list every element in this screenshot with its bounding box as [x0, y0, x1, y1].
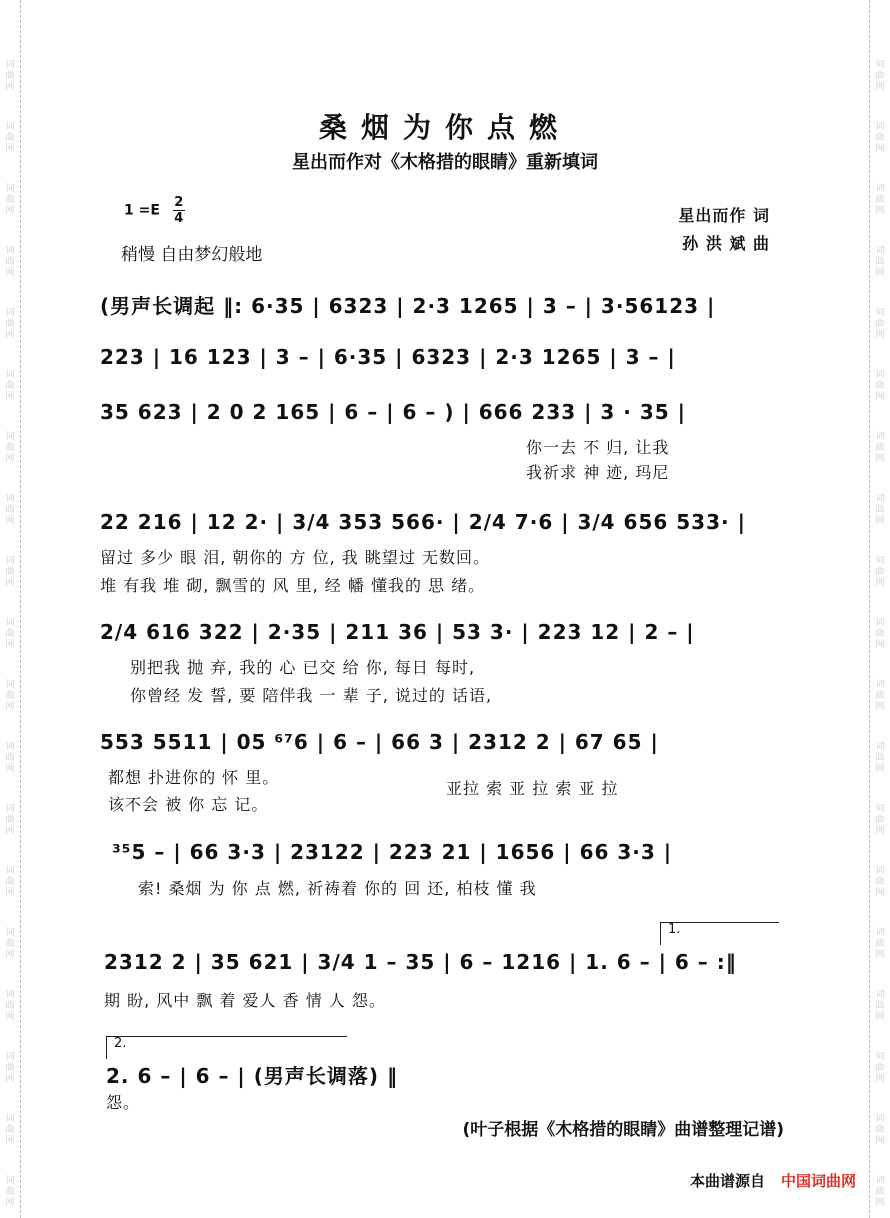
watermark-text: 词 曲 网	[5, 494, 15, 526]
watermark-text: 词 曲 网	[5, 1114, 15, 1146]
watermark-text: 词 曲 网	[875, 742, 885, 774]
watermark-text: 词 曲 网	[5, 1176, 15, 1208]
score-line: (男声长调起 ‖: 6·35 | 6323 | 2·3 1265 | 3 – | 3·56123 |	[100, 294, 716, 318]
watermark-text: 词 曲 网	[5, 680, 15, 712]
watermark-text: 词 曲 网	[875, 370, 885, 402]
watermark-text: 词 曲 网	[875, 122, 885, 154]
watermark-text: 词 曲 网	[5, 308, 15, 340]
score-line: 35 623 | 2 0 2 165 | 6 – | 6 – ) | 666 233 | 3 · 35 |	[100, 400, 686, 424]
key-signature	[124, 196, 185, 225]
lyricist-credit: 星出而作 词	[678, 206, 770, 225]
watermark-text: 词 曲 网	[875, 556, 885, 588]
lyric-line: 堆 有我 堆 砌, 飘雪的 风 里, 经 幡 懂我的 思 绪。	[100, 576, 486, 595]
lyric-line: 留过 多少 眼 泪, 朝你的 方 位, 我 眺望过 无数回。	[100, 548, 490, 567]
watermark-text: 词 曲 网	[5, 866, 15, 898]
watermark-text: 词 曲 网	[875, 1052, 885, 1084]
watermark-text: 词 曲 网	[875, 246, 885, 278]
watermark-text: 词 曲 网	[5, 432, 15, 464]
watermark-text: 词 曲 网	[875, 618, 885, 650]
song-subtitle: 星出而作对《木格措的眼睛》重新填词	[292, 152, 598, 173]
watermark-text: 词 曲 网	[5, 370, 15, 402]
watermark-text: 词 曲 网	[5, 1052, 15, 1084]
key-label: 1 =E	[124, 202, 160, 219]
lyric-line: 别把我 抛 弃, 我的 心 已交 给 你, 每日 每时,	[130, 658, 476, 677]
watermark-text: 词 曲 网	[875, 928, 885, 960]
score-line: ³⁵5 – | 66 3·3 | 23122 | 223 21 | 1656 | 66 3·3 |	[112, 840, 673, 864]
watermark-text: 词 曲 网	[5, 804, 15, 836]
watermark-text: 词 曲 网	[875, 804, 885, 836]
lyric-line: 怨。	[106, 1093, 141, 1112]
watermark-text: 词 曲 网	[875, 494, 885, 526]
watermark-text: 词 曲 网	[875, 184, 885, 216]
tempo-marking: 稍慢 自由梦幻般地	[121, 245, 263, 265]
watermark-text: 词 曲 网	[875, 1176, 885, 1208]
watermark-text: 词 曲 网	[875, 308, 885, 340]
score-line: 223 | 16 123 | 3 – | 6·35 | 6323 | 2·3 1265 | 3 – |	[100, 345, 676, 369]
time-denominator: 4	[174, 211, 184, 226]
footer-label: 本曲谱源自	[689, 1172, 765, 1190]
lyric-line: 都想 扑进你的 怀 里。	[108, 768, 280, 787]
score-line: 22 216 | 12 2· | 3/4 353 566· | 2/4 7·6 | 3/4 656 533· |	[100, 510, 746, 534]
watermark-text: 词 曲 网	[875, 60, 885, 92]
footer-brand-link[interactable]: 中国词曲网	[780, 1172, 856, 1190]
watermark-text: 词 曲 网	[5, 618, 15, 650]
watermark-text: 词 曲 网	[875, 680, 885, 712]
score-line: 2/4 616 322 | 2·35 | 211 36 | 53 3· | 223 12 | 2 – |	[100, 620, 695, 644]
watermark-text: 词 曲 网	[5, 742, 15, 774]
watermark-text: 词 曲 网	[5, 928, 15, 960]
lyric-line: 期 盼, 风中 飘 着 爱人 香 情 人 怨。	[104, 991, 386, 1010]
song-title: 桑烟为你点燃	[318, 111, 571, 144]
score-line: 2. 6 – | 6 – | (男声长调落) ‖	[106, 1064, 398, 1088]
right-margin-strip	[869, 0, 890, 1218]
time-signature	[173, 196, 185, 225]
watermark-text: 词 曲 网	[875, 1114, 885, 1146]
watermark-text: 词 曲 网	[5, 184, 15, 216]
score-line: 2312 2 | 35 621 | 3/4 1 – 35 | 6 – 1216 | 1. 6 – | 6 – :‖	[104, 950, 737, 974]
watermark-text: 词 曲 网	[5, 122, 15, 154]
watermark-text: 词 曲 网	[875, 432, 885, 464]
left-margin-strip	[0, 0, 21, 1218]
composer-credit: 孙 洪 斌 曲	[682, 234, 770, 253]
transcription-note: (叶子根据《木格措的眼睛》曲谱整理记谱)	[462, 1120, 784, 1140]
watermark-text: 词 曲 网	[875, 990, 885, 1022]
watermark-text: 词 曲 网	[5, 60, 15, 92]
volta-bracket	[106, 1036, 347, 1059]
footer	[690, 1170, 856, 1191]
lyric-line: 该不会 被 你 忘 记。	[108, 795, 269, 814]
watermark-text: 词 曲 网	[5, 246, 15, 278]
first-ending-label: 1.	[668, 922, 681, 937]
lyric-line: 亚拉 索 亚 拉 索 亚 拉	[446, 779, 619, 798]
lyric-line: 我祈求 神 迹, 玛尼	[526, 463, 670, 482]
lyric-line: 索! 桑烟 为 你 点 燃, 祈祷着 你的 回 还, 柏枝 懂 我	[138, 879, 537, 898]
watermark-text: 词 曲 网	[5, 556, 15, 588]
second-ending-label: 2.	[114, 1036, 127, 1051]
score-line: 553 5511 | 05 ⁶⁷6 | 6 – | 66 3 | 2312 2 | 67 65 |	[100, 730, 659, 754]
watermark-text: 词 曲 网	[5, 990, 15, 1022]
time-numerator: 2	[174, 195, 184, 210]
lyric-line: 你一去 不 归, 让我	[526, 438, 670, 457]
lyric-line: 你曾经 发 誓, 要 陪伴我 一 辈 子, 说过的 话语,	[130, 686, 493, 705]
watermark-text: 词 曲 网	[875, 866, 885, 898]
